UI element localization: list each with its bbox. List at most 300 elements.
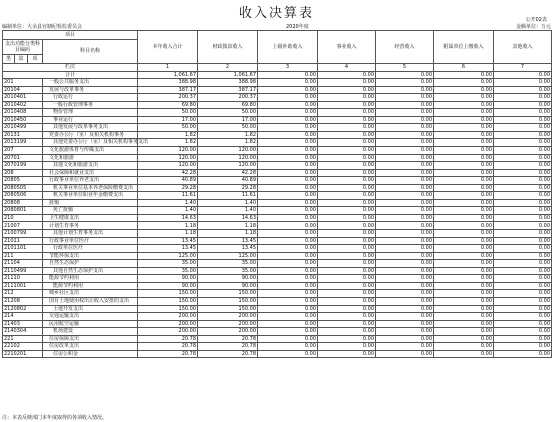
table-row: [3, 252, 552, 260]
row-c6: 0.00: [434, 230, 494, 238]
row-subject-name: 机场建设: [43, 328, 138, 336]
table-row: [3, 267, 552, 275]
row-c1: 1.40: [138, 199, 198, 207]
row-subject-name: 行政事业单位养老支出: [43, 177, 138, 185]
row-c5: 0.00: [376, 305, 434, 313]
row-c6: 0.00: [434, 116, 494, 124]
row-c7: 0.00: [494, 290, 552, 298]
row-code: 2111001: [3, 282, 43, 290]
row-c3: 0.00: [258, 101, 318, 109]
row-c1: 29.28: [138, 184, 198, 192]
row-subject-name: 抚恤: [43, 199, 138, 207]
row-subject-name: 一般行政管理事务: [43, 101, 138, 109]
row-c2: 150.00: [198, 290, 258, 298]
row-c2: 388.98: [198, 79, 258, 87]
row-c3: 0.00: [258, 192, 318, 200]
row-subject-name: 发展与改革事务: [43, 86, 138, 94]
lanci-5: 5: [376, 64, 434, 72]
row-c5: 0.00: [376, 343, 434, 351]
table-body: [3, 79, 552, 358]
row-c4: 0.00: [318, 282, 376, 290]
row-code: 2100799: [3, 230, 43, 238]
row-code: 20104: [3, 86, 43, 94]
table-row: [3, 328, 552, 336]
table-row: [3, 260, 552, 268]
row-c4: 0.00: [318, 124, 376, 132]
row-c6: 0.00: [434, 290, 494, 298]
currency-label: 金额单位：万元: [515, 24, 551, 30]
table-row: [3, 94, 552, 102]
row-c7: 0.00: [494, 101, 552, 109]
header-col6: 附属单位上缴收入: [434, 31, 494, 64]
row-c2: 1.18: [198, 222, 258, 230]
row-c1: 1.82: [138, 139, 198, 147]
row-c1: 200.00: [138, 320, 198, 328]
row-c4: 0.00: [318, 260, 376, 268]
row-c1: 11.61: [138, 192, 198, 200]
row-subject-name: 死亡抚恤: [43, 207, 138, 215]
row-c6: 0.00: [434, 335, 494, 343]
row-code: 2010499: [3, 124, 43, 132]
row-subject-name: 土地开发支出: [43, 305, 138, 313]
row-c5: 0.00: [376, 199, 434, 207]
row-c4: 0.00: [318, 245, 376, 253]
row-code: 2010450: [3, 116, 43, 124]
row-c7: 0.00: [494, 237, 552, 245]
lanci-3: 3: [258, 64, 318, 72]
table-row: [3, 313, 552, 321]
row-c5: 0.00: [376, 260, 434, 268]
total-c3: 0.00: [258, 71, 318, 79]
row-code: 21007: [3, 222, 43, 230]
table-row: [3, 343, 552, 351]
row-c3: 0.00: [258, 222, 318, 230]
row-c2: 1.40: [198, 207, 258, 215]
row-c1: 150.00: [138, 297, 198, 305]
table-row: [3, 237, 552, 245]
row-c2: 69.80: [198, 101, 258, 109]
row-c4: 0.00: [318, 169, 376, 177]
row-c1: 13.45: [138, 245, 198, 253]
row-c6: 0.00: [434, 282, 494, 290]
row-c2: 20.78: [198, 350, 258, 358]
row-c5: 0.00: [376, 313, 434, 321]
row-c5: 0.00: [376, 222, 434, 230]
row-c5: 0.00: [376, 252, 434, 260]
row-c2: 35.00: [198, 267, 258, 275]
row-c7: 0.00: [494, 328, 552, 336]
table-row: [3, 199, 552, 207]
row-code: 2101101: [3, 245, 43, 253]
header-item: 项目: [3, 31, 138, 40]
row-code: 2010402: [3, 101, 43, 109]
row-c3: 0.00: [258, 94, 318, 102]
table-row: [3, 109, 552, 117]
year-label: 2020年度: [286, 24, 309, 30]
row-c6: 0.00: [434, 297, 494, 305]
lanci-4: 4: [318, 64, 376, 72]
table-row: [3, 230, 552, 238]
row-c6: 0.00: [434, 79, 494, 87]
row-c5: 0.00: [376, 177, 434, 185]
row-code: 221: [3, 335, 43, 343]
row-c2: 120.00: [198, 154, 258, 162]
row-c5: 0.00: [376, 237, 434, 245]
row-c3: 0.00: [258, 124, 318, 132]
row-c6: 0.00: [434, 94, 494, 102]
row-c5: 0.00: [376, 154, 434, 162]
table-row: [3, 207, 552, 215]
row-c1: 90.00: [138, 282, 198, 290]
row-subject-name: 国有土地使用权出让收入安排的支出: [43, 297, 138, 305]
table-row: [3, 335, 552, 343]
row-subject-name: 行政事业单位医疗: [43, 237, 138, 245]
row-c5: 0.00: [376, 94, 434, 102]
row-c2: 20.78: [198, 335, 258, 343]
row-c6: 0.00: [434, 124, 494, 132]
row-c2: 11.61: [198, 192, 258, 200]
row-c4: 0.00: [318, 230, 376, 238]
header-col1: 本年收入合计: [138, 31, 198, 64]
row-subject-name: 文化旅游体育与传媒支出: [43, 147, 138, 155]
row-c7: 0.00: [494, 252, 552, 260]
row-c2: 1.82: [198, 139, 258, 147]
row-subject-name: 城乡社区支出: [43, 290, 138, 298]
table-row: [3, 131, 552, 139]
row-c2: 200.00: [198, 328, 258, 336]
row-c7: 0.00: [494, 297, 552, 305]
row-c7: 0.00: [494, 162, 552, 170]
row-c5: 0.00: [376, 124, 434, 132]
row-subject-name: 事业运行: [43, 116, 138, 124]
row-c3: 0.00: [258, 116, 318, 124]
row-c7: 0.00: [494, 199, 552, 207]
row-c1: 150.00: [138, 305, 198, 313]
row-c3: 0.00: [258, 282, 318, 290]
table-row: [3, 162, 552, 170]
row-c5: 0.00: [376, 335, 434, 343]
row-c2: 200.37: [198, 94, 258, 102]
row-c7: 0.00: [494, 79, 552, 87]
row-c4: 0.00: [318, 86, 376, 94]
row-c1: 1.40: [138, 207, 198, 215]
row-c7: 0.00: [494, 154, 552, 162]
total-c6: 0.00: [434, 71, 494, 79]
row-c1: 150.00: [138, 290, 198, 298]
row-c3: 0.00: [258, 162, 318, 170]
header-func-code: 支出功能分类科目编码: [3, 40, 43, 55]
row-c2: 387.17: [198, 86, 258, 94]
row-c7: 0.00: [494, 275, 552, 283]
row-c3: 0.00: [258, 335, 318, 343]
row-c5: 0.00: [376, 147, 434, 155]
row-c6: 0.00: [434, 199, 494, 207]
row-c5: 0.00: [376, 230, 434, 238]
row-subject-name: 住房保障支出: [43, 335, 138, 343]
row-c3: 0.00: [258, 320, 318, 328]
row-c2: 20.78: [198, 343, 258, 351]
row-c4: 0.00: [318, 139, 376, 147]
row-c4: 0.00: [318, 275, 376, 283]
row-c2: 17.00: [198, 116, 258, 124]
row-c3: 0.00: [258, 207, 318, 215]
table-row: [3, 101, 552, 109]
row-subject-name: 党委办公厅（室）及相关机构事务: [43, 131, 138, 139]
row-c3: 0.00: [258, 199, 318, 207]
row-code: 20131: [3, 131, 43, 139]
row-c1: 35.00: [138, 267, 198, 275]
row-c1: 13.45: [138, 237, 198, 245]
row-c7: 0.00: [494, 350, 552, 358]
row-subject-name: 其他党委办公厅（室）及相关机构事务支出: [43, 139, 138, 147]
row-c6: 0.00: [434, 267, 494, 275]
row-c4: 0.00: [318, 199, 376, 207]
row-c3: 0.00: [258, 169, 318, 177]
row-subject-name: 机关事业单位基本养老保险缴费支出: [43, 184, 138, 192]
row-c4: 0.00: [318, 328, 376, 336]
row-c5: 0.00: [376, 79, 434, 87]
row-c7: 0.00: [494, 260, 552, 268]
row-c7: 0.00: [494, 139, 552, 147]
row-code: 20808: [3, 199, 43, 207]
unit-row: [2, 22, 551, 30]
row-c7: 0.00: [494, 230, 552, 238]
table-row: [3, 86, 552, 94]
row-c2: 1.18: [198, 230, 258, 238]
row-code: 2010401: [3, 94, 43, 102]
table-row: [3, 192, 552, 200]
income-table: [2, 30, 552, 358]
row-c6: 0.00: [434, 343, 494, 351]
table-row: [3, 222, 552, 230]
table-row: [3, 116, 552, 124]
org-label: 编制单位：大余县官塘纪检监委员会: [2, 24, 83, 30]
row-c6: 0.00: [434, 131, 494, 139]
row-c4: 0.00: [318, 101, 376, 109]
row-code: 2080505: [3, 184, 43, 192]
table-row: [3, 177, 552, 185]
table-row: [3, 305, 552, 313]
row-c1: 69.80: [138, 101, 198, 109]
lanci-7: 7: [494, 64, 552, 72]
row-c3: 0.00: [258, 177, 318, 185]
row-c3: 0.00: [258, 252, 318, 260]
table-row: [3, 79, 552, 87]
row-c7: 0.00: [494, 222, 552, 230]
row-code: 2010408: [3, 109, 43, 117]
row-c2: 125.00: [198, 252, 258, 260]
row-code: 20701: [3, 154, 43, 162]
row-c1: 200.00: [138, 313, 198, 321]
row-c5: 0.00: [376, 169, 434, 177]
table-row: [3, 290, 552, 298]
row-c4: 0.00: [318, 313, 376, 321]
row-c1: 17.00: [138, 116, 198, 124]
total-label: 合计: [3, 71, 138, 79]
row-c2: 29.28: [198, 184, 258, 192]
row-subject-name: 机关事业单位职业年金缴费支出: [43, 192, 138, 200]
row-c5: 0.00: [376, 350, 434, 358]
row-code: 211: [3, 252, 43, 260]
row-c2: 35.00: [198, 260, 258, 268]
row-c3: 0.00: [258, 275, 318, 283]
table-row: [3, 350, 552, 358]
row-code: 2120802: [3, 305, 43, 313]
row-c2: 13.45: [198, 237, 258, 245]
row-c3: 0.00: [258, 139, 318, 147]
row-c1: 50.00: [138, 124, 198, 132]
row-c6: 0.00: [434, 313, 494, 321]
row-c5: 0.00: [376, 184, 434, 192]
row-c1: 1.18: [138, 230, 198, 238]
row-subject-name: 能源节约利用: [43, 275, 138, 283]
total-c2: 1,061.67: [198, 71, 258, 79]
row-c7: 0.00: [494, 313, 552, 321]
row-c6: 0.00: [434, 101, 494, 109]
row-c6: 0.00: [434, 328, 494, 336]
lanci-1: 1: [138, 64, 198, 72]
row-c6: 0.00: [434, 222, 494, 230]
row-c3: 0.00: [258, 79, 318, 87]
row-c6: 0.00: [434, 245, 494, 253]
row-c4: 0.00: [318, 192, 376, 200]
header-col3: 上级补助收入: [258, 31, 318, 64]
row-c4: 0.00: [318, 131, 376, 139]
form-code: 公开02表: [525, 17, 547, 23]
total-c5: 0.00: [376, 71, 434, 79]
row-c5: 0.00: [376, 245, 434, 253]
row-code: 21403: [3, 320, 43, 328]
row-c7: 0.00: [494, 305, 552, 313]
row-c3: 0.00: [258, 297, 318, 305]
row-c2: 150.00: [198, 297, 258, 305]
row-c2: 120.00: [198, 162, 258, 170]
row-c7: 0.00: [494, 184, 552, 192]
lanci-6: 6: [434, 64, 494, 72]
row-code: 2070199: [3, 162, 43, 170]
row-code: 2013199: [3, 139, 43, 147]
row-c1: 20.78: [138, 350, 198, 358]
row-code: 21110: [3, 275, 43, 283]
row-c2: 120.00: [198, 147, 258, 155]
row-c2: 150.00: [198, 305, 258, 313]
row-code: 21208: [3, 297, 43, 305]
row-c6: 0.00: [434, 275, 494, 283]
table-row: [3, 169, 552, 177]
row-c6: 0.00: [434, 184, 494, 192]
row-c3: 0.00: [258, 154, 318, 162]
row-c3: 0.00: [258, 237, 318, 245]
row-subject-name: 计划生育事务: [43, 222, 138, 230]
row-subject-name: 住房改革支出: [43, 343, 138, 351]
row-c4: 0.00: [318, 320, 376, 328]
row-c6: 0.00: [434, 192, 494, 200]
row-c6: 0.00: [434, 207, 494, 215]
table-row: [3, 139, 552, 147]
row-c5: 0.00: [376, 214, 434, 222]
table-row: [3, 184, 552, 192]
header-kuan: 款: [15, 55, 28, 64]
row-c4: 0.00: [318, 222, 376, 230]
row-c4: 0.00: [318, 350, 376, 358]
row-c1: 42.28: [138, 169, 198, 177]
row-c1: 14.63: [138, 214, 198, 222]
row-c3: 0.00: [258, 343, 318, 351]
row-c4: 0.00: [318, 290, 376, 298]
row-c5: 0.00: [376, 162, 434, 170]
row-c1: 20.78: [138, 343, 198, 351]
row-c1: 125.00: [138, 252, 198, 260]
row-c4: 0.00: [318, 207, 376, 215]
row-c7: 0.00: [494, 131, 552, 139]
row-c1: 90.00: [138, 275, 198, 283]
row-c2: 90.00: [198, 275, 258, 283]
header-lanci: 栏次: [3, 64, 138, 72]
row-subject-name: 行政单位医疗: [43, 245, 138, 253]
row-subject-name: 节能环保支出: [43, 252, 138, 260]
header-col5: 经营收入: [376, 31, 434, 64]
total-c1: 1,061.67: [138, 71, 198, 79]
table-row: [3, 297, 552, 305]
row-c3: 0.00: [258, 184, 318, 192]
row-c3: 0.00: [258, 147, 318, 155]
row-code: 214: [3, 313, 43, 321]
row-code: 2080801: [3, 207, 43, 215]
row-c7: 0.00: [494, 86, 552, 94]
header-lei: 类: [3, 55, 15, 64]
row-c7: 0.00: [494, 124, 552, 132]
row-c5: 0.00: [376, 275, 434, 283]
row-subject-name: 其他计划生育事务支出: [43, 230, 138, 238]
row-c6: 0.00: [434, 169, 494, 177]
row-c3: 0.00: [258, 260, 318, 268]
row-c5: 0.00: [376, 116, 434, 124]
row-code: 207: [3, 147, 43, 155]
row-c3: 0.00: [258, 350, 318, 358]
row-subject-name: 行政运行: [43, 94, 138, 102]
row-c4: 0.00: [318, 267, 376, 275]
row-c1: 20.78: [138, 335, 198, 343]
row-c7: 0.00: [494, 267, 552, 275]
row-subject-name: 能源节约利用: [43, 282, 138, 290]
row-c3: 0.00: [258, 328, 318, 336]
row-c7: 0.00: [494, 245, 552, 253]
row-c3: 0.00: [258, 305, 318, 313]
row-c6: 0.00: [434, 305, 494, 313]
row-c6: 0.00: [434, 86, 494, 94]
table-row: [3, 275, 552, 283]
row-c6: 0.00: [434, 260, 494, 268]
row-c7: 0.00: [494, 214, 552, 222]
row-c5: 0.00: [376, 328, 434, 336]
row-c4: 0.00: [318, 109, 376, 117]
row-c7: 0.00: [494, 94, 552, 102]
row-code: 210: [3, 214, 43, 222]
row-c1: 387.17: [138, 86, 198, 94]
row-c7: 0.00: [494, 169, 552, 177]
row-c6: 0.00: [434, 177, 494, 185]
row-c2: 40.89: [198, 177, 258, 185]
row-c6: 0.00: [434, 162, 494, 170]
row-c5: 0.00: [376, 109, 434, 117]
header-col7: 其他收入: [494, 31, 552, 64]
row-c5: 0.00: [376, 320, 434, 328]
row-c3: 0.00: [258, 290, 318, 298]
row-code: 21104: [3, 260, 43, 268]
row-c4: 0.00: [318, 297, 376, 305]
row-c2: 50.00: [198, 124, 258, 132]
row-c7: 0.00: [494, 109, 552, 117]
